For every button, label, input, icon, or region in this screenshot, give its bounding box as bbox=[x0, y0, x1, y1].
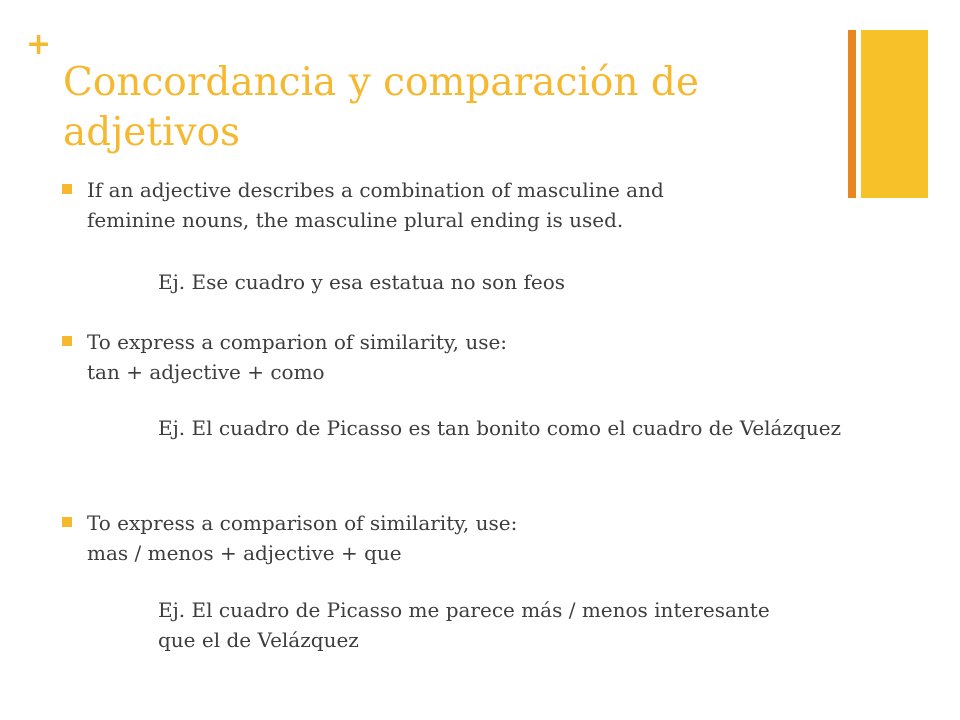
bullet-point bbox=[62, 508, 842, 568]
square-bullet-icon bbox=[62, 517, 72, 527]
bullet-point bbox=[62, 175, 842, 235]
slide-title: Concordancia y comparación de adjetivos bbox=[63, 60, 699, 155]
bullet-point bbox=[62, 327, 842, 387]
bullet-text: To express a comparion of similarity, use: tan + adjective + como bbox=[87, 330, 508, 384]
plus-icon: + bbox=[26, 27, 52, 62]
example-text: Ej. Ese cuadro y esa estatua no son feos bbox=[158, 270, 566, 294]
square-bullet-icon bbox=[62, 184, 72, 194]
decorative-yellow-bar bbox=[861, 30, 928, 198]
square-bullet-icon bbox=[62, 336, 72, 346]
example-text: Ej. El cuadro de Picasso es tan bonito como el cuadro de Velázquez bbox=[158, 416, 842, 440]
bullet-text: If an adjective describes a combination of masculine and feminine nouns, the masculine plural ending is used. bbox=[87, 178, 664, 232]
bullet-text: To express a comparison of similarity, use: mas / menos + adjective + que bbox=[87, 511, 518, 565]
decorative-orange-bar bbox=[848, 30, 856, 198]
example-text: Ej. El cuadro de Picasso me parece más / menos interesante que el de Velázquez bbox=[158, 598, 770, 652]
